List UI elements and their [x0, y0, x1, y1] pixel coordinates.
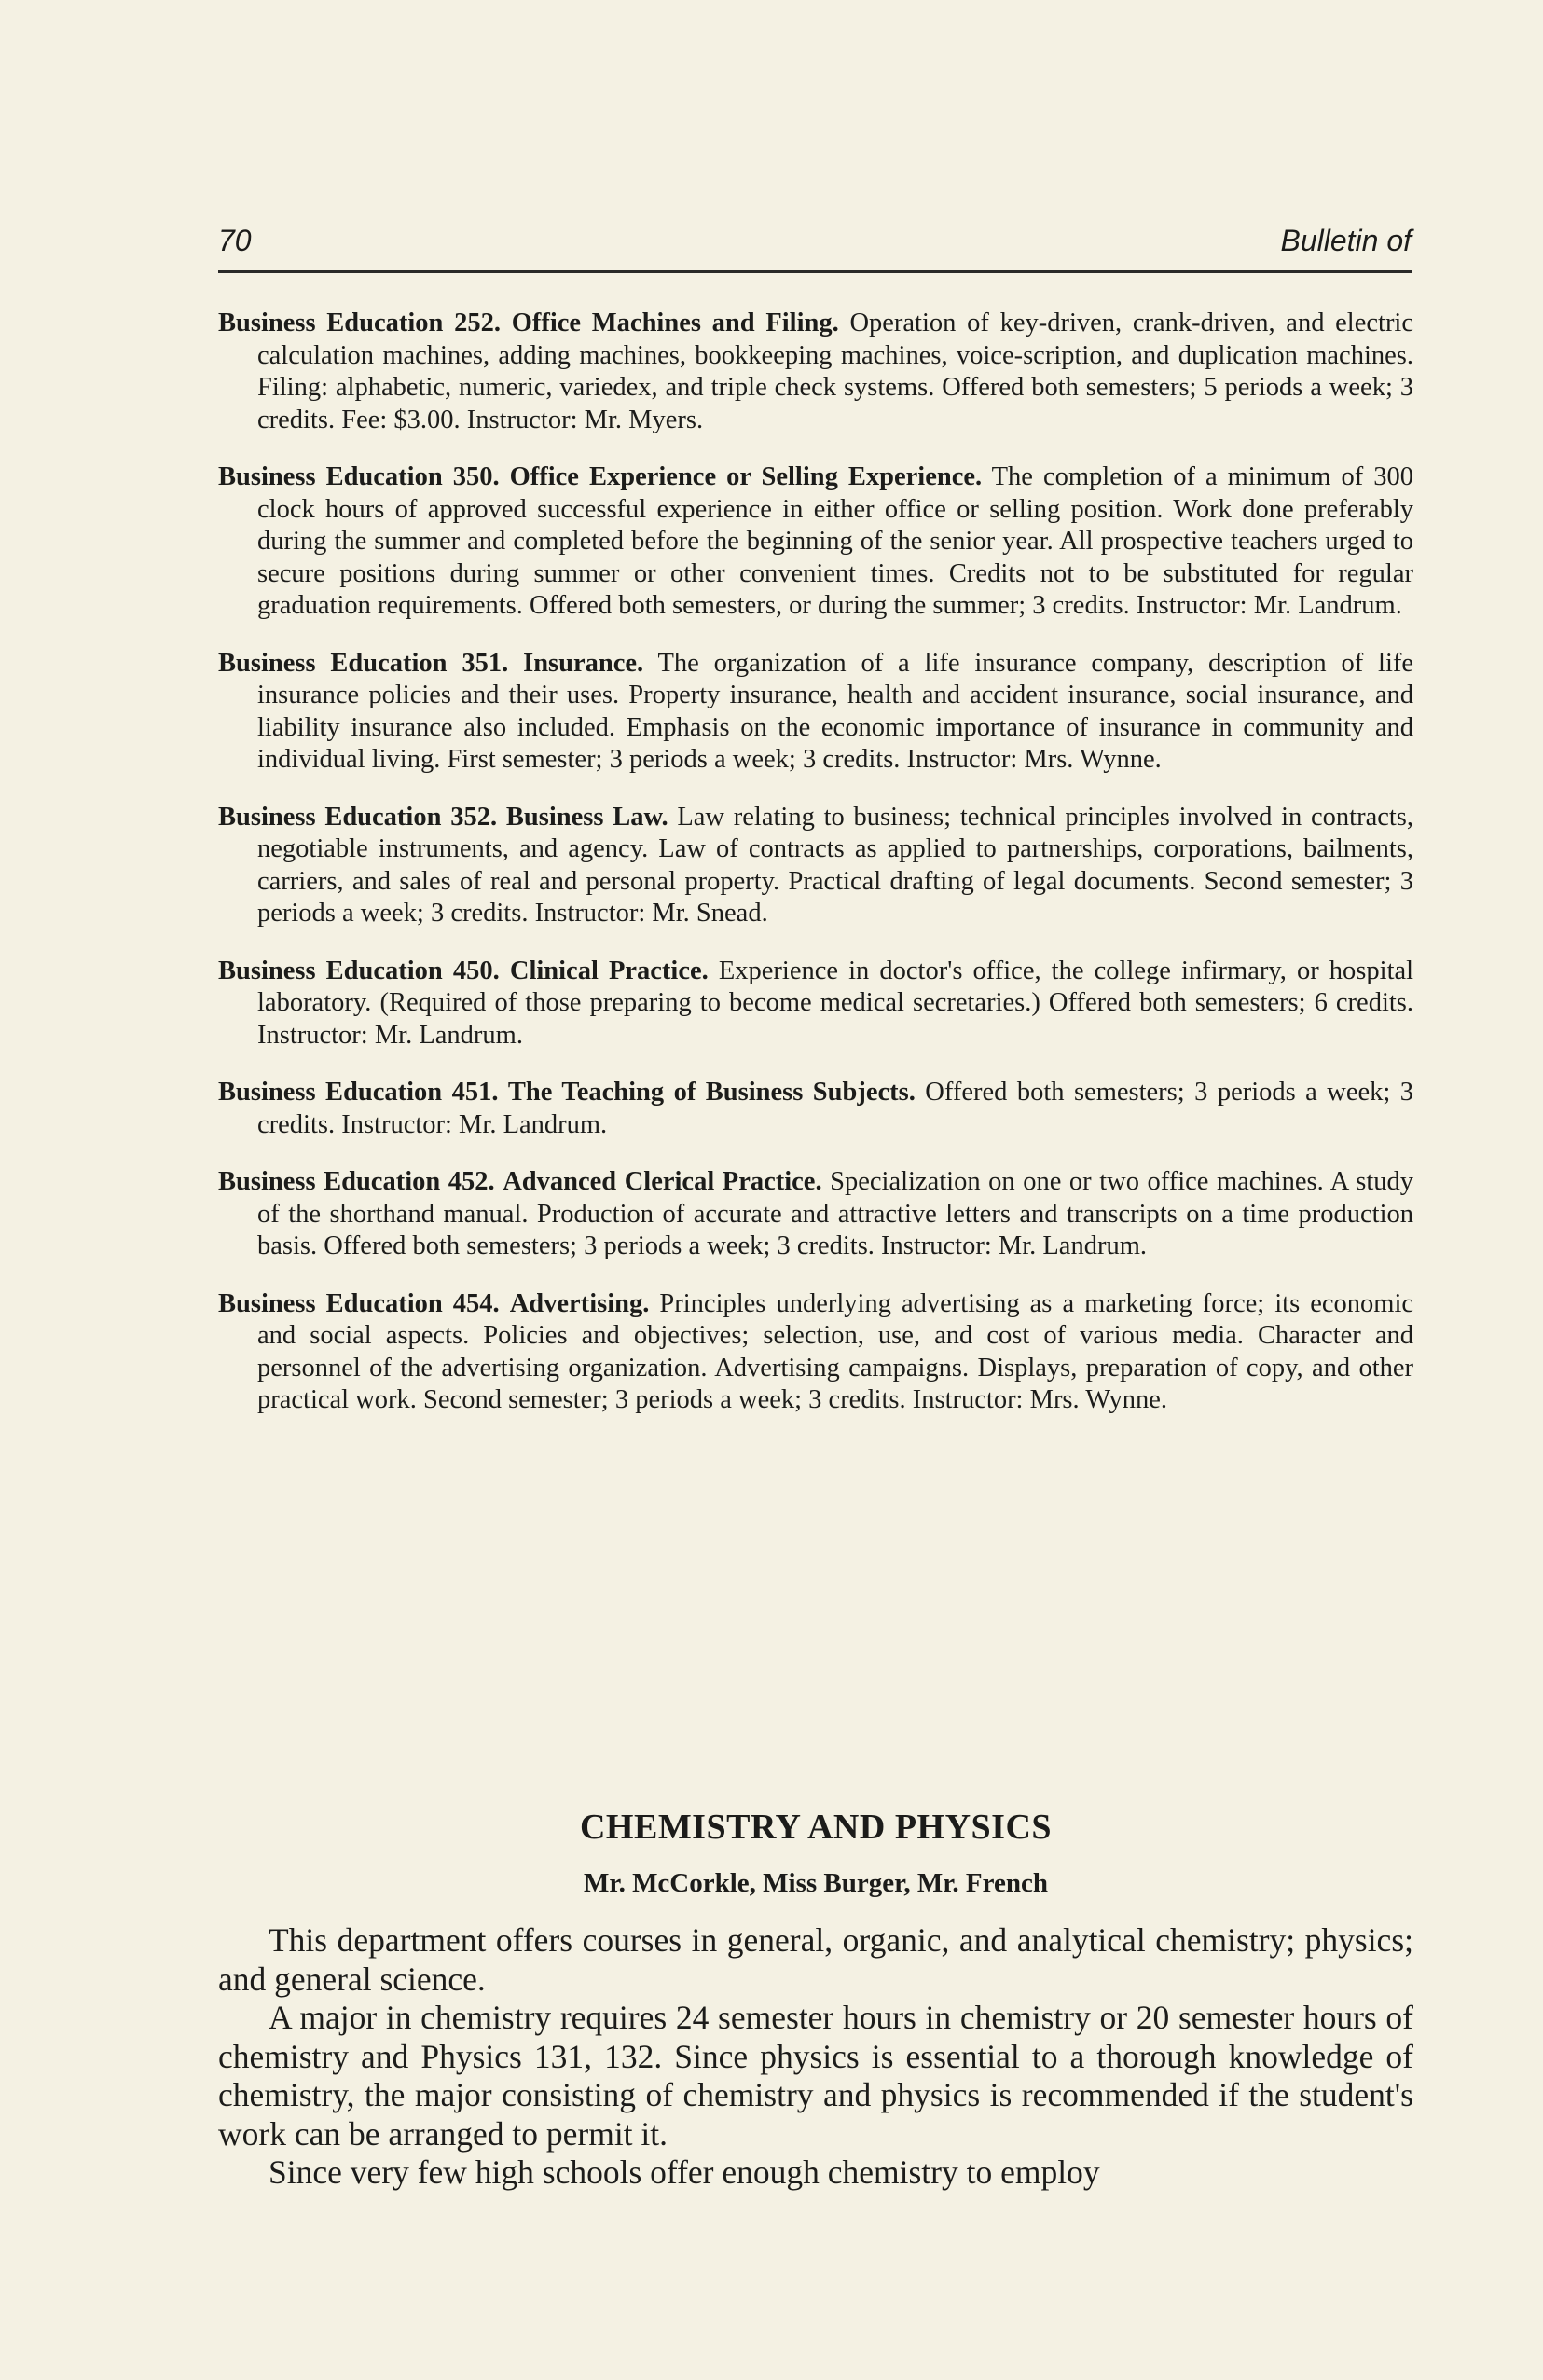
course-entry-252	[218, 308, 1413, 436]
course-id: Business Education 450.	[218, 956, 500, 985]
section-heading: CHEMISTRY AND PHYSICS	[579, 1808, 1053, 1847]
course-id: Business Education 454.	[218, 1288, 500, 1318]
course-title: Clinical Practice.	[509, 956, 709, 985]
page-header	[218, 224, 1412, 273]
course-list	[218, 308, 1413, 1442]
section-paragraph: This department offers courses in general, organic, and analytical chemistry; physics; and general science.	[218, 1921, 1413, 1998]
course-id: Business Education 350.	[218, 462, 500, 491]
running-title: Bulletin of	[1280, 224, 1412, 257]
course-description: Law relating to business; technical principles involved in contracts, negotiable instruments, and agency. Law of contracts as applied to partnerships, corporations, bailments, carriers, and sales of real and personal property. Practical drafting of legal documents. Second semester; 3 periods a week; 3 credits. Instructor: Mr. Snead.	[257, 802, 1414, 928]
chemistry-physics-section	[218, 1807, 1413, 2193]
course-id: Business Education 452.	[218, 1167, 495, 1196]
course-entry-352	[218, 802, 1413, 930]
section-faculty: Mr. McCorkle, Miss Burger, Mr. French	[583, 1868, 1048, 1898]
section-paragraph: Since very few high schools offer enough chemistry to employ	[269, 2153, 1100, 2191]
course-description: The organization of a life insurance company, description of life insurance policies and their uses. Property insurance, health and accident insurance, social insurance, and liability insurance also included. Emphasis on the economic importance of insurance in community and individual living. First semester; 3 periods a week; 3 credits. Instructor: Mrs. Wynne.	[257, 648, 1414, 774]
course-description: Specialization on one or two office machines. A study of the shorthand manual. Production of accurate and attractive letters and transcripts on a time production basis. Offered both semesters; 3 periods a week; 3 credits. Instructor: Mr. Landrum.	[257, 1167, 1414, 1260]
course-id: Business Education 352.	[218, 802, 498, 832]
page-number: 70	[218, 224, 252, 257]
course-description: The completion of a minimum of 300 clock hours of approved successful experience in either office or selling position. Work done preferably during the summer and completed before the beginning of the senior year. All prospective teachers urged to secure positions during summer or other convenient times. Credits not to be substituted for regular graduation requirements. Offered both semesters, or during the summer; 3 credits. Instructor: Mr. Landrum.	[257, 462, 1413, 620]
course-title: Office Machines and Filing.	[511, 309, 839, 337]
section-paragraph: A major in chemistry requires 24 semester hours in chemistry or 20 semester hours of chemistry and Physics 131, 132. Since physics is essential to a thorough knowledge of chemistry, the major consisting of chemistry and physics is recommended if the student's work can be arranged to permit it.	[218, 1999, 1413, 2153]
course-entry-450	[218, 956, 1413, 1052]
course-description: Principles underlying advertising as a marketing force; its economic and social aspects. Policies and objectives; selection, use, and cost of various media. Character and personnel of the advertising organization. Advertising campaigns. Displays, preparation of copy, and other practical work. Second semester; 3 periods a week; 3 credits. Instructor: Mrs. Wynne.	[257, 1288, 1414, 1414]
course-entry-452	[218, 1166, 1413, 1263]
course-title: The Teaching of Business Subjects.	[507, 1078, 916, 1107]
course-entry-454	[218, 1288, 1413, 1417]
course-title: Office Experience or Selling Experience.	[509, 462, 983, 491]
course-description: Offered both semesters; 3 periods a week; 3 credits. Instructor: Mr. Landrum.	[257, 1078, 1414, 1139]
course-id: Business Education 451.	[218, 1078, 499, 1107]
course-id: Business Education 252.	[218, 309, 501, 337]
course-id: Business Education 351.	[218, 648, 509, 678]
course-description: Operation of key-driven, crank-driven, and electric calculation machines, adding machines, bookkeeping machines, voice-scription, and duplication machines. Filing: alphabetic, numeric, variedex, and triple check systems. Offered both semesters; 5 periods a week; 3 credits. Fee: $3.00. Instructor: Mr. Myers.	[257, 309, 1413, 434]
course-entry-351	[218, 648, 1413, 777]
course-title: Insurance.	[523, 648, 644, 678]
course-title: Business Law.	[505, 802, 668, 832]
course-title: Advanced Clerical Practice.	[503, 1167, 822, 1196]
course-entry-350	[218, 461, 1413, 623]
course-title: Advertising.	[509, 1288, 650, 1318]
course-description: Experience in doctor's office, the college infirmary, or hospital laboratory. (Required of those preparing to become medical secretaries.) Offered both semesters; 6 credits. Instructor: Mr. Landrum.	[257, 956, 1414, 1050]
course-entry-451	[218, 1077, 1413, 1141]
